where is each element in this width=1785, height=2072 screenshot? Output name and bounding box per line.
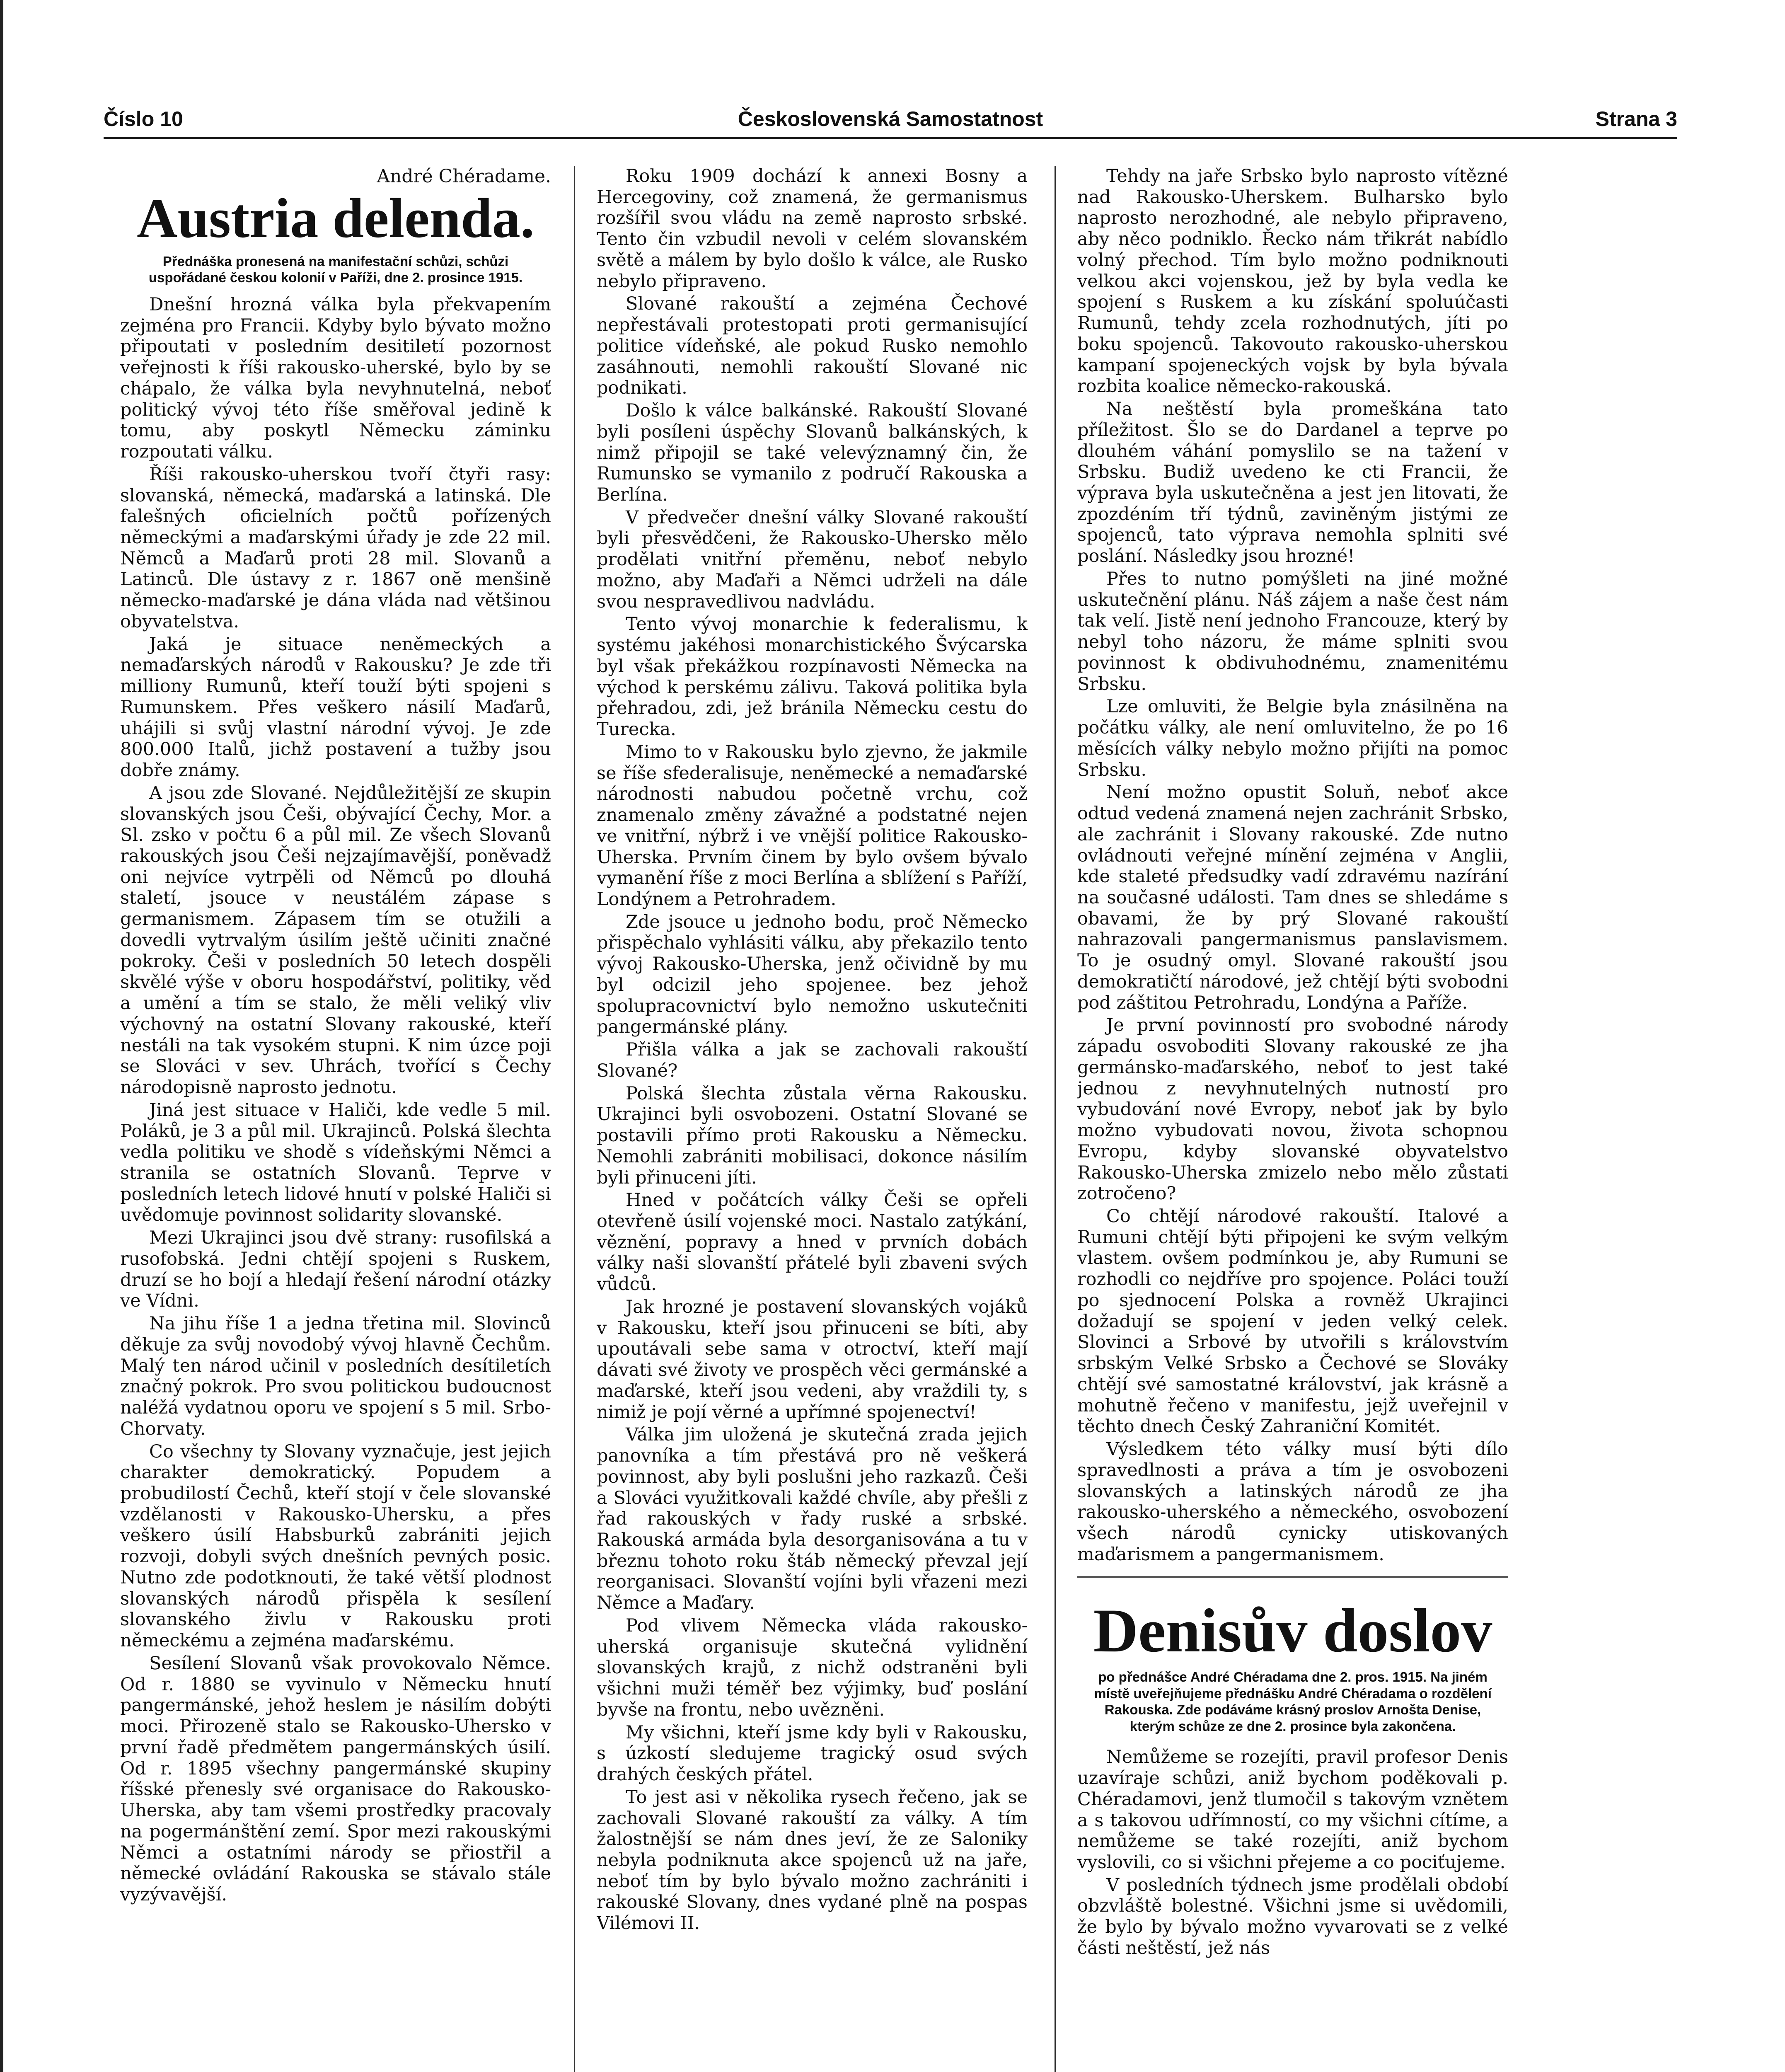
paragraph: To jest asi v několika rysech řečeno, jak se zachovali Slované rakouští za války. A tím žalostnější se nám dnes jeví, že ze Saloniky nebyla podniknuta akce spojenců už na jaře, neboť tím by bylo bývalo možno zachrániti i rakouské Slovany, dnes vydané plně na pospas Vilémovi II.: [597, 1786, 1028, 1934]
paragraph: Polská šlechta zůstala věrna Rakousku. Ukrajinci byli osvobozeni. Ostatní Slované se postavili přímo proti Rakousku a Německu. Nemohli zabrániti mobilisaci, dokonce násilím byli přinuceni jíti.: [597, 1083, 1028, 1188]
paragraph: Říši rakousko-uherskou tvoří čtyři rasy: slovanská, německá, maďarská a latinská. Dle falešných oficielních počtů pořízených německými a maďarskými úřady je zde 22 mil. Němců a Maďarů proti 28 mil. Slovanů a Latinců. Dle ústavy z r. 1867 onĕ menšině německo-maďarské je dána vláda nad většinou obyvatelstva.: [120, 464, 551, 632]
paragraph: Co chtějí národové rakouští. Italové a Rumuni chtějí býti připojeni ke svým velkým vlastem. ovšem podmínkou je, aby Rumuni se rozhodli co nejdříve pro spojence. Poláci touží po sjednocení Polska a rovněž Ukrajinci dožadují se spojení v jeden velký celek. Slovinci a Srbové by utvořili s královstvím srbským Velké Srbsko a Čechové se Slováky chtějí své samostatné království, jak krásně a mohutně řečeno v manifestu, jejž uveřejnil v těchto dnech Český Zahraniční Komitét.: [1077, 1205, 1508, 1437]
paragraph: Přes to nutno pomýšleti na jiné možné uskutečnění plánu. Náš zájem a naše čest nám tak velí. Jistě není jednoho Francouze, který by nebyl toho názoru, že máme splniti svou povinnost k obdivuhodnému, znamenitému Srbsku.: [1077, 568, 1508, 695]
paragraph: Pod vlivem Německa vláda rakousko-uherská organisuje skutečná vylidnění slovanských krajů, z nichž odstraněni byli všichni muži téměř bez výjimky, buď poslání byvše na frontu, nebo uvězněni.: [597, 1615, 1028, 1720]
header-rule: [104, 137, 1677, 139]
paragraph: Tehdy na jaře Srbsko bylo naprosto vítězné nad Rakousko-Uherskem. Bulharsko bylo naprosto nerozhodné, ale nebylo připraveno, aby něco podniklo. Řecko nám třikrát nabídlo volný přechod. Tím bylo možno podniknouti velkou akci vojenskou, jež by byla vedla ke spojení s Ruskem a ku získání spoluúčasti Rumunů, tehdy zcela rozhodnutých, jíti po boku spojenců. Takovouto rakousko-uherskou kampaní spojeneckých vojsk by byla bývala rozbita koalice německo-rakouská.: [1077, 166, 1508, 397]
column-3: [1077, 166, 1508, 2072]
paragraph: Jak hrozné je postavení slovanských vojáků v Rakousku, kteří jsou přinuceni se bíti, aby upoutávali sebe sama v otroctví, kteří mají dávati své životy ve prospěch věci germánské a maďarské, kteří jsou vedeni, aby vraždili ty, s nimiž je pojí věrné a upřímné spojenectví!: [597, 1296, 1028, 1423]
article-separator: [1077, 1576, 1508, 1578]
paragraph: Jiná jest situace v Haliči, kde vedle 5 mil. Poláků, je 3 a půl mil. Ukrajinců. Polská šlechta vedla politiku ve shodě s vídeňskými Němci a stranila se ostatních Slovanů. Teprve v posledních letech lidové hnutí v polské Haliči si uvědomuje povinnost solidarity slovanské.: [120, 1099, 551, 1226]
paragraph: Je první povinností pro svobodné národy západu osvoboditi Slovany rakouské ze jha germánsko-maďarského, neboť to jest také jednou z nevyhnutelných nutností pro vybudování nové Evropy, neboť jak by bylo možno vybudovati novou, života schopnou Evropu, kdyby slovanské obyvatelstvo Rakousko-Uherska zmizelo nebo mělo zůstati zotročeno?: [1077, 1015, 1508, 1204]
column-divider: [1055, 166, 1056, 2072]
paragraph: Zde jsouce u jednoho bodu, proč Německo přispěchalo vyhlásiti válku, aby překazilo tento vývoj Rakousko-Uherska, jenž očividně by mu byl odcizil jeho spojenee. bez jehož spolupracovnictví bylo nemožno uskutečniti pangermánské plány.: [597, 911, 1028, 1038]
paragraph: Výsledkem této války musí býti dílo spravedlnosti a práva a tím je osvobozeni slovanských a latinských národů ze jha rakousko-uherského a německého, osvobození všech národů cynicky utiskovaných maďarismem a pangermanismem.: [1077, 1439, 1508, 1565]
article-title: Austria delenda.: [137, 187, 535, 249]
paragraph: Dnešní hrozná válka byla překvapením zejména pro Francii. Kdyby bylo bývato možno připoutati v posledním desitiletí pozornost veřejnosti k říši rakousko-uherské, bylo by se chápalo, že válka byla nevyhnutelná, neboť politický vývoj této říše směřoval jedině k tomu, aby poskytl Německu záminku rozpoutati válku.: [120, 294, 551, 462]
column-1: [120, 166, 551, 2072]
issue-number: Číslo 10: [104, 107, 183, 131]
paragraph: Přišla válka a jak se zachovali rakouští Slované?: [597, 1039, 1028, 1081]
paragraph: A jsou zde Slované. Nejdůležitější ze skupin slovanských jsou Češi, obývající Čechy, Mor. a Sl. zsko v počtu 6 a půl mil. Ze všech Slovanů rakouských jsou Češi nejzajímavější, poněvadž oni nejvíce vytrpěli od Němců po dlouhá staletí, jsouce v neustálém zápase s germanismem. Zápasem tím se otužili a dovedli vytrvalým úsilím ještě učiniti značné pokroky. Češi v posledních 50 letech dospěli skvělé výše v oboru hospodářství, politiky, věd a umění a tím se stalo, že měli veliký vliv výchovný na ostatní Slovany rakouské, kteří nestáli na tak vysokém stupni. K nim úzce poji se Slováci v sev. Uhrách, tvořící s Čechy národopisně naprosto jednotu.: [120, 782, 551, 1098]
paragraph: Válka jim uložená je skutečná zrada jejich panovníka a tím přestává pro ně veškerá povinnost, aby byli poslušni jeho razkazů. Češi a Slováci využitkovali každé chvíle, aby přešli z řad rakouských v řady ruské a srbské. Rakouská armáda byla desorganisována a tu v březnu tohoto roku štáb německý převzal její reorganisaci. Slovanští vojíni byli vřazeni mezi Němce a Maďary.: [597, 1424, 1028, 1614]
paragraph: Jaká je situace neněmeckých a nemaďarských národů v Rakousku? Je zde tři milliony Rumunů, kteří touží býti spojeni s Rumunskem. Přes veškero násilí Maďarů, uhájili si svůj vlastní národní vývoj. Je zde 800.000 Italů, jichž postavení a tužby jsou dobře známy.: [120, 634, 551, 781]
paragraph: Na jihu říše 1 a jedna třetina mil. Slovinců děkuje za svůj novodobý vývoj hlavně Čechům. Malý ten národ učinil v posledních desítiletích značný pokrok. Pro svou politickou budoucnost naléžá vydatnou oporu ve spojení s 5 mil. Srbo-Chorvaty.: [120, 1313, 551, 1439]
article-subtitle: Přednáška pronesená na manifestační schůzi, schůzi uspořádané českou kolonií v Paříži, dne 2. prosince 1915.: [148, 253, 523, 286]
paragraph: Sesílení Slovanů však provokovalo Němce. Od r. 1880 se vyvinulo v Německu hnutí pangermánské, jehož heslem je násilím dobýti moci. Přirozeně stalo se Rakousko-Uhersko v první řadě předmětem pangermánských úsilí. Od r. 1895 všechny pangermánské skupiny říšské přenesly své organisace do Rakousko-Uherska, aby tam všemi prostředky pracovaly na pogermánštění zemí. Spor mezi rakouskými Němci a ostatními národy se přiostřil a německé ovládání Rakouska se stávalo stále vyzývavější.: [120, 1653, 551, 1905]
paragraph: Mimo to v Rakousku bylo zjevno, že jakmile se říše sfederalisuje, neněmecké a nemaďarské národnosti nabudou početně vrchu, což znamenalo změny závažné a podstatné nejen ve vnitřní, nýbrž i ve vnější politice Rakousko-Uherska. Prvním činem by bylo ovšem bývalo vymanění říše z moci Berlína a sblížení s Paříží, Londýnem a Petrohradem.: [597, 741, 1028, 910]
article-author: André Chéradame.: [377, 166, 551, 187]
paragraph: Hned v počátcích války Češi se opřeli otevřeně úsilí vojenské moci. Nastalo zatýkání, věznění, popravy a hned v prvních dobách války naši slovanští přátelé byli zbaveni svých vůdců.: [597, 1190, 1028, 1295]
publication-name: Československá Samostatnost: [738, 107, 1043, 131]
paragraph: Lze omluviti, že Belgie byla znásilněna na počátku války, ale není omluvitelno, že po 16 měsících války nebylo možno přijíti na pomoc Srbsku.: [1077, 696, 1508, 780]
second-article-title: Denisův doslov: [1093, 1596, 1492, 1665]
paragraph: Mezi Ukrajinci jsou dvě strany: rusofilská a rusofobská. Jedni chtějí spojeni s Ruskem, druzí se ho bojí a hledají řešení národní otázky ve Vídni.: [120, 1227, 551, 1312]
page-header: [104, 104, 1677, 133]
paragraph: V předvečer dnešní války Slované rakouští byli přesvědčeni, že Rakousko-Uhersko mělo prodělati vnitřní přeměnu, neboť nebylo možno, aby Maďaři a Němci udrželi na dále svou nespravedlivou nadvládu.: [597, 507, 1028, 612]
paragraph: Došlo k válce balkánské. Rakouští Slované byli posíleni úspěchy Slovanů balkánských, k nimž připojil se také velevýznamný čin, že Rumunsko se vymanilo z područí Rakouska a Berlína.: [597, 400, 1028, 506]
paragraph: Není možno opustit Soluň, neboť akce odtud vedená znamená nejen zachránit Srbsko, ale zachránit i Slovany rakouské. Zde nutno ovládnouti veřejné mínění zejména v Anglii, kde staleté předsudky vadí zdravému nazírání na současné události. Tam dnes se shledáme s obavami, že by prý Slované rakouští nahrazovali pangermanismus panslavismem. To je osudný omyl. Slované rakouští jsou demokratičtí národové, jež chtějí býti svobodni pod záštitou Petrohradu, Londýna a Paříže.: [1077, 782, 1508, 1013]
column-2: [597, 166, 1028, 2072]
paragraph: V posledních týdnech jsme prodělali období obzvláště bolestné. Všichni jsme si uvědomili, že bylo by bývalo možno vyvarovati se z velké části neštěstí, jež nás: [1077, 1874, 1508, 1958]
paragraph: Slované rakouští a zejména Čechové nepřestávali protestopati proti germanisující politice vídeňské, ale pokud Rusko nemohlo zasáhnouti, nemohli rakouští Slované nic podnikati.: [597, 293, 1028, 399]
paragraph: Tento vývoj monarchie k federalismu, k systému jakéhosi monarchistického Švýcarska byl však překážkou rozpínavosti Německa na východ k perskému zálivu. Taková politika byla přehradou, zdi, jež bránila Německu cestu do Turecka.: [597, 614, 1028, 740]
scan-edge: [0, 0, 3, 2072]
paragraph: Roku 1909 dochází k annexi Bosny a Hercegoviny, což znamená, že germanismus rozšířil svou vládu na země naprosto srbské. Tento čin vzbudil nevoli v celém slovanském světě a málem by bylo došlo k válce, ale Rusko nebylo připraveno.: [597, 166, 1028, 292]
column-divider: [574, 166, 575, 2072]
page-number: Strana 3: [1595, 107, 1677, 131]
second-article-subtitle: po přednášce André Chéradama dne 2. pros. 1915. Na jiném místě uveřejňujeme přednášku André Chéradama o rozdělení Rakouska. Zde podáváme krásný proslov Arnošta Denise, kterým schůze ze dne 2. prosince byla zakončena.: [1094, 1669, 1492, 1734]
paragraph: Co všechny ty Slovany vyznačuje, jest jejich charakter demokratický. Popudem a probudilostí Čechů, kteří stojí v čele slovanské vzdělanosti v Rakousko-Uhersku, a přes veškero úsilí Habsburků zabrániti jejich rozvoji, dobyli svých dnešních pevných posic. Nutno zde podotknouti, že také větší plodnost slovanských národů přispěla k sesílení slovanského živlu v Rakousku proti německému a zejména maďarskému.: [120, 1441, 551, 1651]
paragraph: My všichni, kteří jsme kdy byli v Rakousku, s úzkostí sledujeme tragický osud svých drahých českých přátel.: [597, 1722, 1028, 1785]
paragraph: Nemůžeme se rozejíti, pravil profesor Denis uzavíraje schůzi, aniž bychom poděkovali p. Chéradamovi, jenž tlumočil s takovým vznětem a s takovou udřímností, co my všichni cítíme, a nemůžeme se také rozejíti, aniž bychom vyslovili, co si všichni přejeme a co pociťujeme.: [1077, 1747, 1508, 1873]
paragraph: Na neštěstí byla promeškána tato příležitost. Šlo se do Dardanel a teprve po dlouhém váhání pomyslilo se na tažení v Srbsku. Budiž uvedeno ke cti Francii, že výprava byla uskutečněna a jest jen litovati, že zpozdéním tří týdnů, zaviněným jistými ze spojenců, tato výprava nemohla splniti své poslání. Následky jsou hrozné!: [1077, 399, 1508, 567]
